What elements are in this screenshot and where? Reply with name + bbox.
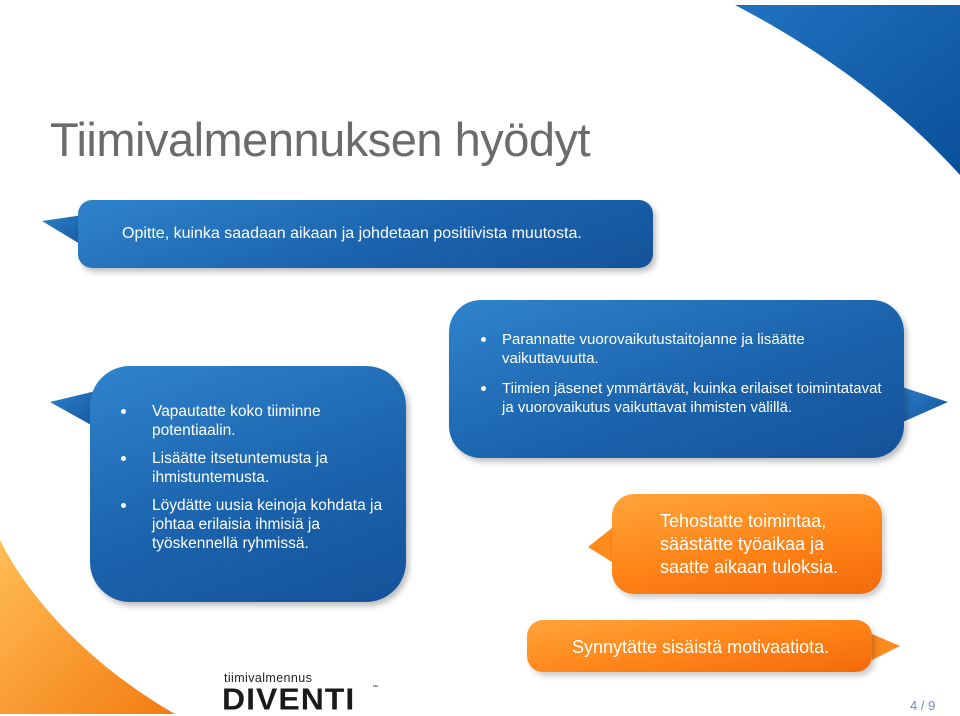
orange-banner-text: Synnytätte sisäistä motivaatiota. bbox=[572, 637, 830, 657]
list-item: Lisäätte itsetuntemusta ja ihmistuntemusta. bbox=[112, 449, 388, 487]
bubble-tail-orange bbox=[588, 528, 612, 562]
corner-blue-shape bbox=[735, 5, 960, 175]
bubble-tail-orange-banner bbox=[872, 634, 900, 660]
slide-title: Tiimivalmennuksen hyödyt bbox=[50, 113, 591, 166]
logo-name: DIVENTI bbox=[222, 682, 356, 716]
right-bubble bbox=[449, 300, 904, 458]
diventi-logo bbox=[222, 671, 382, 715]
banner-text: Opitte, kuinka saadaan aikaan ja johdetaan positiivista muutosta. bbox=[122, 225, 582, 242]
page-number: 4 / 9 bbox=[910, 698, 936, 713]
orange-banner bbox=[527, 620, 872, 672]
list-item: Parannatte vuorovaikutustaitojanne ja lisäätte vaikuttavuutta. bbox=[481, 330, 884, 368]
logo-trademark: ™ bbox=[372, 685, 378, 691]
list-item: Vapautatte koko tiiminne potentiaalin. bbox=[112, 402, 388, 440]
banner-bubble bbox=[78, 200, 653, 268]
left-bullet-list bbox=[112, 402, 388, 553]
list-item: Löydätte uusia keinoja kohdata ja johtaa erilaisia ihmisiä ja työskennellä ryhmissä. bbox=[112, 496, 388, 553]
orange-bubble-text: Tehostatte toimintaa, säästätte työaikaa ja saatte aikaan tuloksia. bbox=[660, 511, 839, 577]
logo-subtitle: tiimivalmennus bbox=[224, 671, 313, 685]
right-bullet-list bbox=[481, 330, 884, 417]
list-item: Tiimien jäsenet ymmärtävät, kuinka erilaiset toimintatavat ja vuorovaikutus vaikuttavat ihmisten välillä. bbox=[481, 379, 884, 417]
left-bubble bbox=[90, 366, 406, 602]
orange-bubble bbox=[612, 494, 882, 594]
